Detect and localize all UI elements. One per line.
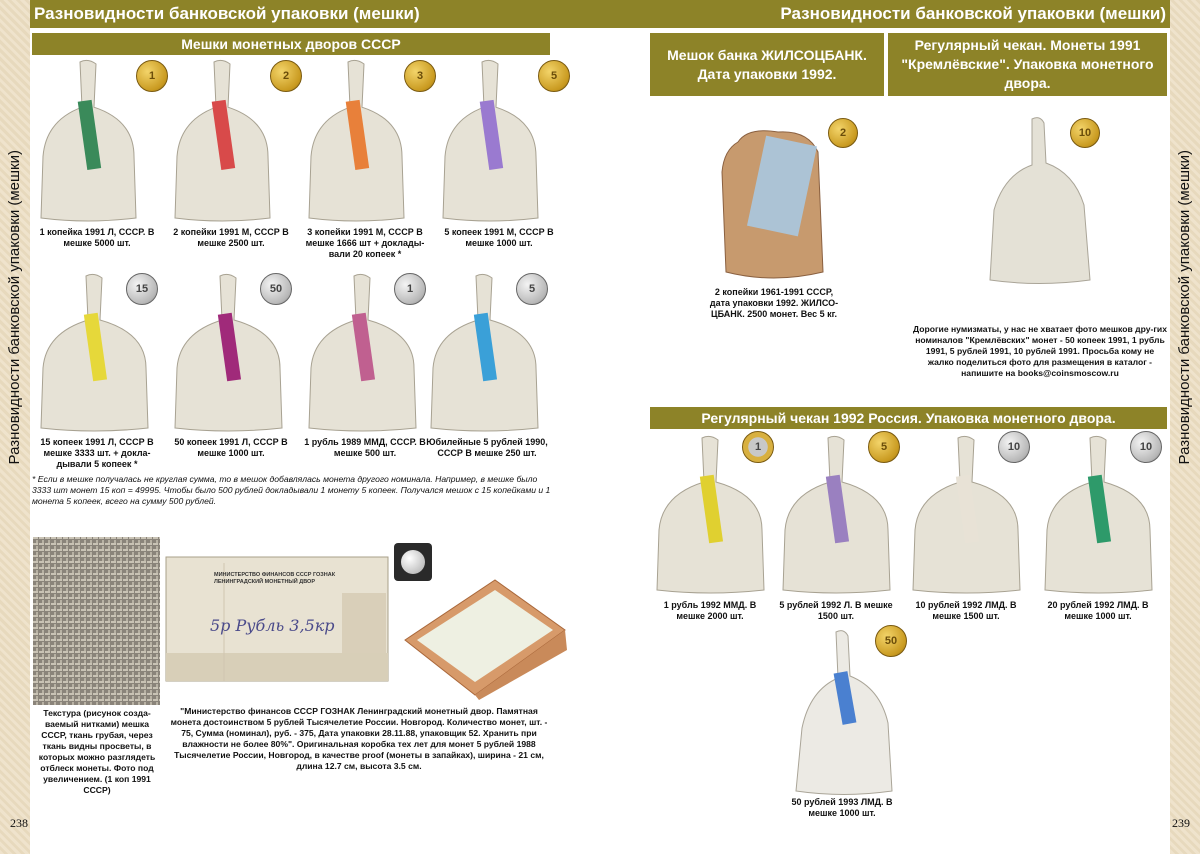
caption-row1-1: 1 копейка 1991 Л, СССР. В мешке 5000 шт. — [39, 227, 155, 248]
bag-ussr-row1-2 — [172, 58, 272, 222]
caption-row2-3: 1 рубль 1989 ММД, СССР. В мешке 500 шт. — [304, 437, 426, 458]
coin-icon-row2-1: 15 — [126, 273, 158, 305]
caption-1992-3: 10 рублей 1992 ЛМД. В мешке 1500 шт. — [915, 600, 1017, 621]
bag-ussr-row1-1 — [38, 58, 138, 222]
page-number-right: 239 — [1172, 816, 1190, 830]
left-side-title: Разновидности банковской упаковки (мешки) — [6, 150, 23, 465]
right-side-title: Разновидности банковской упаковки (мешки) — [1176, 150, 1193, 465]
envelope-label — [214, 572, 374, 586]
bag-ussr-row1-3 — [306, 58, 406, 222]
bag-ussr-row1-4 — [440, 58, 540, 222]
section-title-russia-1992: Регулярный чекан 1992 Россия. Упаковка монетного двора. — [650, 407, 1167, 429]
caption-1992-2: 5 рублей 1992 Л. В мешке 1500 шт. — [779, 600, 893, 621]
coin-2k-icon: 2 — [828, 118, 858, 148]
coin-icon-1992-2: 5 — [868, 431, 900, 463]
envelope-handwriting: 5р Рубль 3,5кр — [210, 616, 335, 635]
zhil-caption: 2 копейки 1961-1991 СССР, дата упаковки 1992. ЖИЛСО-ЦБАНК. 2500 монет. Вес 5 кг. — [709, 287, 839, 319]
caption-row1-4: 5 копеек 1991 М, СССР В мешке 1000 шт. — [444, 227, 554, 248]
envelope-label-line1: МИНИСТЕРСТВО ФИНАНСОВ СССР ГОЗНАК — [214, 572, 336, 578]
envelope-label-line2: ЛЕНИНГРАДСКИЙ МОНЕТНЫЙ ДВОР — [214, 579, 315, 585]
burlap-texture-photo — [33, 537, 160, 705]
coin-icon-1992-3: 10 — [998, 431, 1030, 463]
coin-icon-row2-2: 50 — [260, 273, 292, 305]
caption-row2-4: Юбилейные 5 рублей 1990, СССР В мешке 250 шт. — [426, 437, 548, 458]
box-kremlin: Регулярный чекан. Монеты 1991 "Кремлёвские". Упаковка монетного двора. — [888, 33, 1167, 96]
coin-icon-row2-3: 1 — [394, 273, 426, 305]
coin-icon-1992-4: 10 — [1130, 431, 1162, 463]
coin-icon-row1-2: 2 — [270, 60, 302, 92]
coin-icon-row1-3: 3 — [404, 60, 436, 92]
left-header: Разновидности банковской упаковки (мешки) — [30, 0, 602, 28]
appeal-text: Дорогие нумизматы, у нас не хватает фото мешков дру-гих номиналов "Кремлёвских" монет - 50 копеек 1991, 1 рубль 1991, 5 рублей 1991, 10 рублей 1991. Просьба кому не жалко поделиться фото для размещения в каталог - напишите на books@coinsmoscow.ru — [912, 324, 1167, 378]
bag-zhilsotsbank — [718, 122, 828, 282]
right-header: Разновидности банковской упаковки (мешки) — [602, 0, 1170, 28]
coin-icon-row1-4: 5 — [538, 60, 570, 92]
caption-1992-1: 1 рубль 1992 ММД. В мешке 2000 шт. — [663, 600, 757, 621]
coin-icon-row2-4: 5 — [516, 273, 548, 305]
box-zhilsotsbank: Мешок банка ЖИЛСОЦБАНК. Дата упаковки 1992. — [650, 33, 884, 96]
coin-50r-icon: 50 — [875, 625, 907, 657]
caption-row2-1: 15 копеек 1991 Л, СССР В мешке 3333 шт. + докла-дывали 5 копеек * — [40, 437, 154, 469]
coin-icon-row1-1: 1 — [136, 60, 168, 92]
coin-10k-icon: 10 — [1070, 118, 1100, 148]
envelope-caption: "Министерство финансов СССР ГОЗНАК Ленинградский монетный двор. Памятная монета достоинством 5 рублей Тысячелетие России. Новгород. Количество монет, шт. - 75, Сумма (номинал), руб. - 375, Дата упаковки 28.11.88, упаковщик 52. Хранить при влажности не более 80%". Оригинальная коробка тех лет для монет 5 рублей 1988 Тысячелетие России, Новгород, в качестве proof (монеты в запайках), ширина - 21 см, длина 12.7 см, высота 3.5 см. — [170, 706, 548, 771]
footnote: * Если в мешке получалась не круглая сумма, то в мешок добавлялась монета другого номинала. Например, в мешке было 3333 шт монет 15 коп = 49995. Чтобы было 500 рублей докладывали 1 монету 5 копеек. Получался мешок с 15 копейками и 1 монета 5 копеек, всего на сумму 500 рублей. — [32, 474, 551, 506]
section-title-ussr: Мешки монетных дворов СССР — [32, 33, 550, 55]
caption-row2-2: 50 копеек 1991 Л, СССР В мешке 1000 шт. — [174, 437, 288, 458]
caption-row1-2: 2 копейки 1991 М, СССР В мешке 2500 шт. — [173, 227, 289, 248]
texture-caption: Текстура (рисунок созда-ваемый нитками) мешка СССР, ткань грубая, через ткань видны просветы, в которых можно разглядеть отблеск монеты. Фото под увеличением. (1 коп 1991 СССР) — [38, 708, 156, 795]
coin-icon-1992-1: 1 — [742, 431, 774, 463]
caption-row1-3: 3 копейки 1991 М, СССР В мешке 1666 шт + доклады-вали 20 копеек * — [305, 227, 425, 259]
page-number-left: 238 — [10, 816, 28, 830]
caption-50r-1993: 50 рублей 1993 ЛМД. В мешке 1000 шт. — [791, 797, 893, 818]
coin-box-photo — [395, 570, 571, 702]
caption-1992-4: 20 рублей 1992 ЛМД. В мешке 1000 шт. — [1047, 600, 1149, 621]
